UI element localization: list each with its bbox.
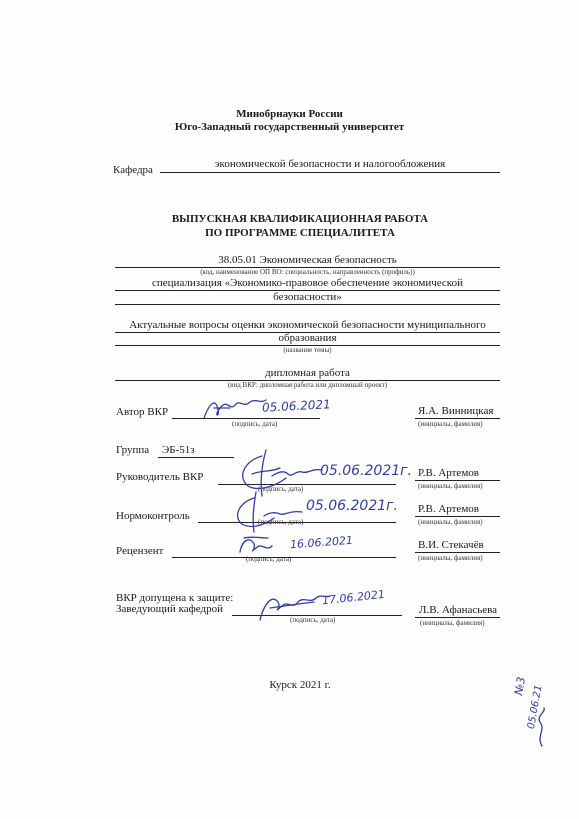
margin-note-date: 05.06.21 bbox=[526, 684, 545, 730]
topic-caption: (название темы) bbox=[283, 346, 332, 354]
normcontrol-name-caption: (инициалы, фамилия) bbox=[418, 518, 483, 526]
department-value: экономической безопасности и налогообложения bbox=[214, 158, 446, 170]
supervisor-name-caption: (инициалы, фамилия) bbox=[418, 482, 483, 490]
author-name: Я.А. Винницкая bbox=[418, 405, 494, 417]
topic-line1: Актуальные вопросы оценки экономической безопасности муниципального bbox=[129, 319, 486, 331]
reviewer-signature bbox=[236, 532, 276, 560]
topic-line2: образования bbox=[278, 332, 337, 344]
margin-note-number: №3 bbox=[512, 675, 529, 697]
group-underline bbox=[158, 457, 234, 458]
normcontrol-label: Нормоконтроль bbox=[116, 510, 190, 522]
work-type-value: дипломная работа bbox=[265, 367, 350, 379]
specialization-underline2 bbox=[115, 304, 500, 305]
margin-note-initials bbox=[532, 706, 552, 748]
author-name-underline bbox=[415, 418, 500, 419]
reviewer-name-caption: (инициалы, фамилия) bbox=[418, 554, 483, 562]
admission-line: ВКР допущена к защите: bbox=[116, 592, 234, 604]
head-name-underline bbox=[415, 617, 500, 618]
reviewer-signature-caption: (подпись, дата) bbox=[246, 555, 292, 563]
ministry-name: Минобрнауки России bbox=[236, 108, 343, 120]
department-underline bbox=[160, 172, 500, 173]
head-signature-date: 17.06.2021 bbox=[321, 587, 386, 608]
group-label: Группа bbox=[116, 444, 150, 456]
supervisor-name: Р.В. Артемов bbox=[418, 467, 479, 479]
supervisor-signature-date: 05.06.2021г. bbox=[320, 463, 412, 479]
university-name: Юго-Западный государственный университет bbox=[174, 121, 405, 133]
work-title-line1: ВЫПУСКНАЯ КВАЛИФИКАЦИОННАЯ РАБОТА bbox=[171, 213, 429, 225]
specialization-line1: специализация «Экономико-правовое обеспечение экономической bbox=[152, 277, 463, 289]
specialization-line2: безопасности» bbox=[273, 291, 342, 303]
group-value: ЭБ-51з bbox=[162, 444, 195, 456]
normcontrol-name: Р.В. Артемов bbox=[418, 503, 479, 515]
author-name-caption: (инициалы, фамилия) bbox=[418, 420, 483, 428]
department-label: Кафедра bbox=[113, 164, 153, 176]
reviewer-name-underline bbox=[415, 552, 500, 553]
author-label: Автор ВКР bbox=[116, 406, 169, 418]
supervisor-label: Руководитель ВКР bbox=[116, 471, 204, 483]
head-signature-caption: (подпись, дата) bbox=[290, 616, 336, 624]
work-type-caption: (вид ВКР: дипломная работа или дипломный проект) bbox=[227, 381, 388, 389]
specialty-code: 38.05.01 Экономическая безопасность bbox=[218, 254, 397, 266]
normcontrol-signature bbox=[226, 490, 306, 535]
specialty-caption: (код, наименование ОП ВО: специальность, направленность (профиль)) bbox=[200, 268, 415, 276]
author-signature-date: 05.06.2021 bbox=[261, 397, 332, 415]
city-year: Курск 2021 г. bbox=[269, 679, 331, 691]
head-name: Л.В. Афанасьева bbox=[419, 604, 498, 616]
head-name-caption: (инициалы, фамилия) bbox=[420, 619, 485, 627]
author-signature bbox=[200, 394, 270, 424]
normcontrol-name-underline bbox=[415, 516, 500, 517]
reviewer-label: Рецензент bbox=[116, 545, 164, 557]
author-signature-caption: (подпись, дата) bbox=[232, 420, 278, 428]
supervisor-name-underline bbox=[415, 480, 500, 481]
work-title-line2: ПО ПРОГРАММЕ СПЕЦИАЛИТЕТА bbox=[205, 227, 395, 239]
normcontrol-signature-date: 05.06.2021г. bbox=[306, 498, 398, 514]
supervisor-signature-caption: (подпись, дата) bbox=[258, 485, 304, 493]
head-of-department-label: Заведующий кафедрой bbox=[116, 603, 223, 615]
normcontrol-signature-caption: (подпись, дата) bbox=[258, 518, 304, 526]
reviewer-name: В.И. Стекачёв bbox=[418, 539, 484, 551]
reviewer-signature-date: 16.06.2021 bbox=[289, 533, 354, 552]
